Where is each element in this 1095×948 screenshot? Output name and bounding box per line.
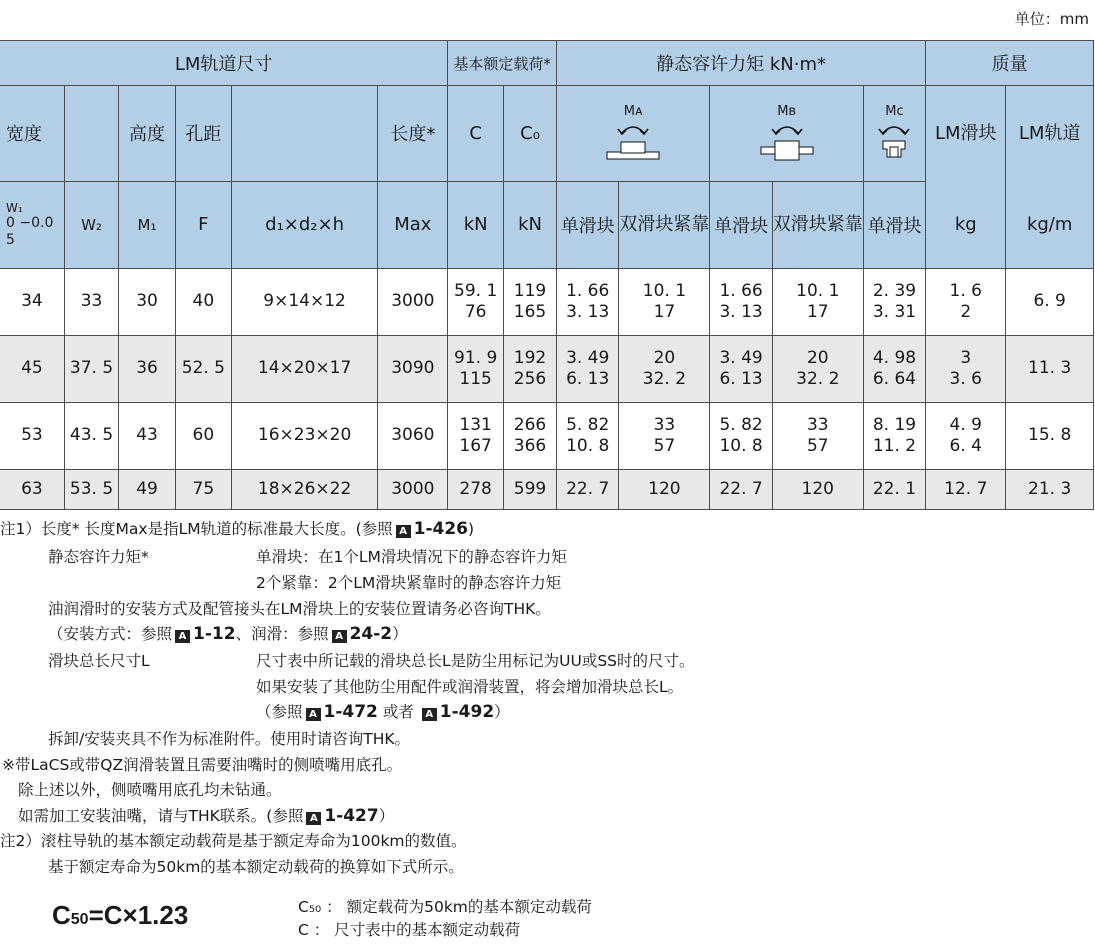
header-w2: W₂ — [64, 181, 118, 268]
header-kn-c: kN — [448, 181, 504, 268]
cell-mb2: 33 57 — [772, 403, 863, 470]
note-block-length-text-2: 如果安装了其他防尘用配件或润滑装置，将会增加滑块总长L。 — [256, 678, 684, 696]
cell-w1: 34 — [0, 269, 64, 336]
header-ma-single: 单滑块 — [557, 181, 619, 268]
cell-mb1: 1. 66 3. 13 — [710, 269, 772, 336]
cell-m1: 30 — [119, 269, 176, 336]
cell-mc: 2. 39 3. 31 — [863, 269, 925, 336]
kgm-label: kg/m — [1026, 214, 1073, 235]
header-length: 长度* — [378, 86, 448, 182]
cell-ma1: 3. 49 6. 13 — [557, 336, 619, 403]
data-rows — [0, 269, 1094, 510]
cell-c0: 119 165 — [504, 269, 557, 336]
yaw-moment-icon — [757, 119, 817, 163]
note-static-moment-label: 静态容许力矩* — [48, 548, 149, 566]
cell-mc: 8. 19 11. 2 — [863, 403, 925, 470]
header-empty-2 — [231, 86, 378, 182]
note-not-drilled: 除上述以外，侧喷嘴用底孔均未钻通。 — [18, 781, 282, 799]
header-mb-single: 单滑块 — [710, 181, 772, 268]
mb-label: Mʙ — [777, 103, 796, 119]
cell-c0: 599 — [504, 470, 557, 510]
kg-label: kg — [954, 214, 977, 235]
note-static-moment-single: 单滑块：在1个LM滑块情况下的静态容许力矩 — [256, 548, 567, 566]
header-f: F — [175, 181, 231, 268]
cell-ma1: 22. 7 — [557, 470, 619, 510]
header-c: C — [448, 86, 504, 182]
header-lm-rail-dims: LM轨道尺寸 — [0, 41, 448, 86]
header-mc-single: 单滑块 — [863, 181, 925, 268]
legend-c50: C₅₀ ： 额定载荷为50km的基本额定动载荷 — [298, 898, 592, 916]
cell-w2: 33 — [64, 269, 118, 336]
cell-f: 52. 5 — [175, 336, 231, 403]
cell-c: 91. 9 115 — [448, 336, 504, 403]
cell-ma2: 33 57 — [619, 403, 710, 470]
cell-d: 9×14×12 — [231, 269, 378, 336]
cell-m1: 36 — [119, 336, 176, 403]
note-block-length-label: 滑块总长尺寸L — [48, 652, 150, 670]
cell-ma1: 5. 82 10. 8 — [557, 403, 619, 470]
note-block-length-ref: （参照 A 1-472 或者 A 1-492） — [256, 702, 510, 722]
cell-w2: 53. 5 — [64, 470, 118, 510]
note-2-conversion: 基于额定寿命为50km的基本额定动载荷的换算如下式所示。 — [48, 858, 464, 876]
header-lm-block — [926, 86, 1006, 269]
header-max: Max — [378, 181, 448, 268]
lm-rail-label: LM轨道 — [1018, 123, 1081, 144]
note-static-moment-double: 2个紧靠：2个LM滑块紧靠时的静态容许力矩 — [256, 574, 562, 592]
table-row — [0, 470, 1094, 510]
header-mc — [863, 86, 925, 182]
cell-f: 60 — [175, 403, 231, 470]
ma-label: Mᴀ — [623, 103, 643, 119]
cell-w2: 37. 5 — [64, 336, 118, 403]
w1-tolerance: 0 −0.05 — [6, 214, 54, 248]
cell-kg: 12. 7 — [926, 470, 1006, 510]
cell-d: 18×26×22 — [231, 470, 378, 510]
cell-m1: 49 — [119, 470, 176, 510]
cell-w1: 63 — [0, 470, 64, 510]
legend-c: C ： 尺寸表中的基本额定动载荷 — [298, 921, 521, 939]
cell-d: 16×23×20 — [231, 403, 378, 470]
cell-kgm: 6. 9 — [1006, 269, 1094, 336]
cell-max: 3000 — [378, 269, 448, 336]
cell-mb1: 5. 82 10. 8 — [710, 403, 772, 470]
cell-c: 59. 1 76 — [448, 269, 504, 336]
cell-kgm: 11. 3 — [1006, 336, 1094, 403]
cell-c: 278 — [448, 470, 504, 510]
header-kn-c0: kN — [504, 181, 557, 268]
header-lm-rail — [1006, 86, 1094, 269]
cell-mb1: 3. 49 6. 13 — [710, 336, 772, 403]
cell-mc: 4. 98 6. 64 — [863, 336, 925, 403]
table-row — [0, 336, 1094, 403]
mc-label: Mc — [885, 103, 904, 119]
cell-ma2: 120 — [619, 470, 710, 510]
cell-c0: 192 256 — [504, 336, 557, 403]
cell-kgm: 21. 3 — [1006, 470, 1094, 510]
cell-c0: 266 366 — [504, 403, 557, 470]
cell-w2: 43. 5 — [64, 403, 118, 470]
formula: C50=C×1.23 — [52, 900, 189, 930]
cell-kg: 4. 9 6. 4 — [926, 403, 1006, 470]
header-width: 宽度 — [0, 86, 64, 182]
header-basic-load: 基本额定载荷* — [448, 41, 557, 86]
header-empty — [64, 86, 118, 182]
cell-w1: 45 — [0, 336, 64, 403]
note-mounting-ref: （安装方式：参照 A 1-12、润滑：参照 A 24-2） — [48, 624, 408, 644]
cell-mb2: 10. 1 17 — [772, 269, 863, 336]
header-row-1 — [0, 41, 1094, 86]
header-static-moment: 静态容许力矩 kN·m* — [557, 41, 926, 86]
header-d1d2h: d₁×d₂×h — [231, 181, 378, 268]
header-ma-double: 双滑块紧靠 — [619, 181, 710, 268]
spec-table — [0, 40, 1094, 510]
cell-max: 3090 — [378, 336, 448, 403]
cell-ma2: 20 32. 2 — [619, 336, 710, 403]
note-2: 注2）滚柱导轨的基本额定动载荷是基于额定寿命为100km的数值。 — [0, 832, 467, 850]
cell-kg: 1. 6 2 — [926, 269, 1006, 336]
note-1: 注1）长度* 长度Max是指LM轨道的标准最大长度。(参照 A 1-426) — [0, 519, 475, 539]
cell-ma1: 1. 66 3. 13 — [557, 269, 619, 336]
cell-kgm: 15. 8 — [1006, 403, 1094, 470]
cell-max: 3000 — [378, 470, 448, 510]
lm-block-label: LM滑块 — [934, 123, 997, 144]
cell-m1: 43 — [119, 403, 176, 470]
w1-label: W₁ — [6, 200, 23, 215]
cell-f: 40 — [175, 269, 231, 336]
cell-mb1: 22. 7 — [710, 470, 772, 510]
header-m1: M₁ — [119, 181, 176, 268]
header-ma — [557, 86, 710, 182]
header-mb-double: 双滑块紧靠 — [772, 181, 863, 268]
header-row-2 — [0, 86, 1094, 182]
table-row — [0, 403, 1094, 470]
cell-c: 131 167 — [448, 403, 504, 470]
header-mass: 质量 — [926, 41, 1094, 86]
ref-icon: A — [396, 525, 411, 538]
cell-mc: 22. 1 — [863, 470, 925, 510]
cell-mb2: 120 — [772, 470, 863, 510]
header-c0: C₀ — [504, 86, 557, 182]
cell-w1: 53 — [0, 403, 64, 470]
note-jig: 拆卸/安装夹具不作为标准附件。使用时请咨询THK。 — [48, 730, 411, 748]
note-oil-lubrication: 油润滑时的安装方式及配管接头在LM滑块上的安装位置请务必咨询THK。 — [48, 600, 551, 618]
cell-mb2: 20 32. 2 — [772, 336, 863, 403]
pitch-moment-icon — [603, 119, 663, 163]
header-mb — [710, 86, 863, 182]
table-row — [0, 269, 1094, 336]
note-lacs: ※带LaCS或带QZ润滑装置且需要油嘴时的侧喷嘴用底孔。 — [2, 756, 403, 774]
cell-ma2: 10. 1 17 — [619, 269, 710, 336]
note-block-length-text: 尺寸表中所记载的滑块总长L是防尘用标记为UU或SS时的尺寸。 — [256, 652, 695, 670]
note-contact-thk: 如需加工安装油嘴，请与THK联系。(参照 A 1-427） — [18, 806, 395, 826]
cell-max: 3060 — [378, 403, 448, 470]
roll-moment-icon — [874, 119, 914, 163]
header-w1 — [0, 181, 64, 268]
cell-kg: 3 3. 6 — [926, 336, 1006, 403]
header-height: 高度 — [119, 86, 176, 182]
unit-label: 单位：mm — [1014, 10, 1089, 28]
cell-d: 14×20×17 — [231, 336, 378, 403]
cell-f: 75 — [175, 470, 231, 510]
header-pitch: 孔距 — [175, 86, 231, 182]
